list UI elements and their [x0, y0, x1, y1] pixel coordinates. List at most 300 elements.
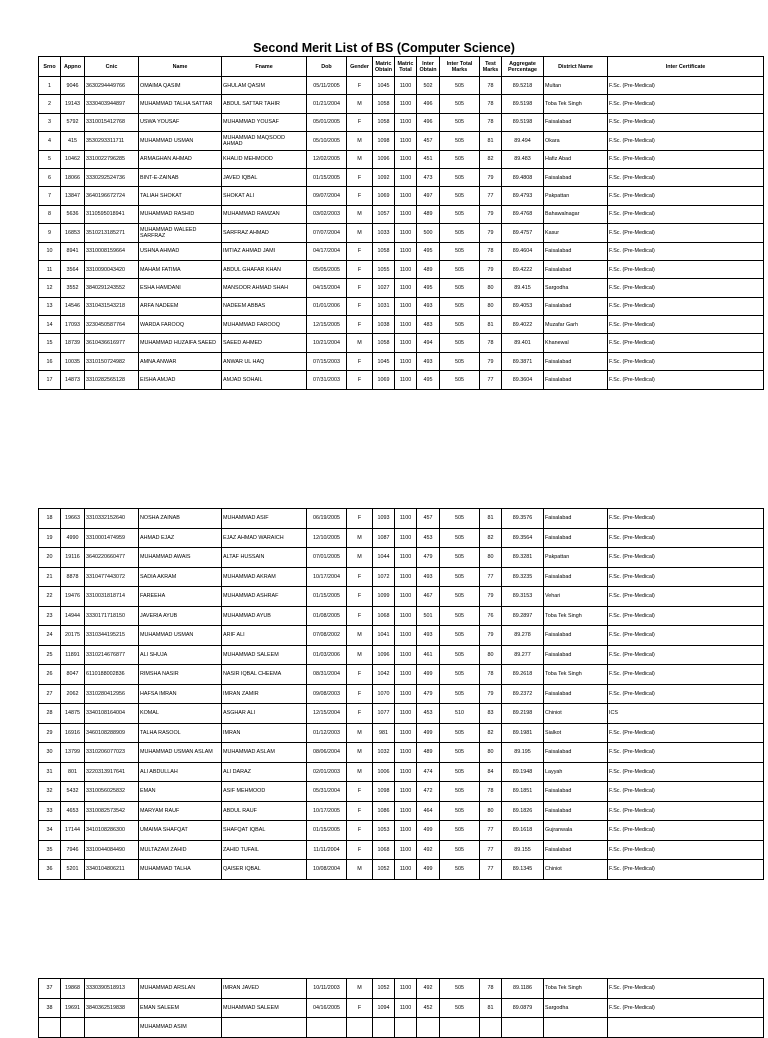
cell-fname: ABDUL SATTAR TAHIR [222, 95, 307, 113]
cell-matric-obtain: 1094 [373, 998, 395, 1018]
cell-dob: 08/31/2004 [307, 665, 347, 685]
cell-appno: 17093 [61, 316, 85, 334]
cell-appno: 801 [61, 762, 85, 782]
cell-gender: F [347, 168, 373, 186]
cell-appno: 13847 [61, 187, 85, 205]
cell-appno: 16853 [61, 224, 85, 242]
cell-district: Faisalabad [544, 113, 608, 131]
table-row [39, 704, 764, 724]
cell-test-marks: 83 [480, 704, 502, 724]
cell-fname: MUHAMMAD MAQSOOD AHMAD [222, 132, 307, 150]
cell-aggregate: 89.1186 [502, 979, 544, 999]
cell-dob: 07/01/2005 [307, 548, 347, 568]
cell-test-marks: 76 [480, 606, 502, 626]
cell-gender: M [347, 645, 373, 665]
cell-matric-obtain: 1052 [373, 860, 395, 880]
cell-gender: F [347, 587, 373, 607]
cell-aggregate: 89.3871 [502, 352, 544, 370]
table-row [39, 352, 764, 370]
cell-gender: M [347, 548, 373, 568]
cell-certificate: F.Sc. (Pre-Medical) [608, 645, 764, 665]
cell-matric-total: 1100 [395, 645, 417, 665]
cell-cnic: 3310477443072 [85, 567, 139, 587]
cell-test-marks [480, 1018, 502, 1038]
cell-appno: 11891 [61, 645, 85, 665]
cell-cnic: 3640196672724 [85, 187, 139, 205]
cell-matric-obtain: 1058 [373, 113, 395, 131]
cell-matric-obtain: 1006 [373, 762, 395, 782]
cell-cnic: 3310090043420 [85, 260, 139, 278]
cell-inter-obtain: 495 [417, 242, 440, 260]
cell-gender: F [347, 242, 373, 260]
cell-cnic: 3330292524736 [85, 168, 139, 186]
cell-dob: 01/21/2004 [307, 95, 347, 113]
cell-matric-total: 1100 [395, 187, 417, 205]
cell-gender: M [347, 95, 373, 113]
cell-fname: MUHAMMAD SALEEM [222, 998, 307, 1018]
cell-appno: 4653 [61, 801, 85, 821]
cell-matric-total: 1100 [395, 528, 417, 548]
cell-aggregate: 89.278 [502, 626, 544, 646]
cell-fname: IMRAN [222, 723, 307, 743]
cell-aggregate: 89.4793 [502, 187, 544, 205]
cell-fname: IMRAN ZAMIR [222, 684, 307, 704]
cell-name: WARDA FAROOQ [139, 316, 222, 334]
cell-gender: M [347, 150, 373, 168]
table-row [39, 998, 764, 1018]
cell-matric-obtain: 1096 [373, 645, 395, 665]
table-row [39, 205, 764, 223]
cell-inter-total: 505 [440, 150, 480, 168]
cell-name: ARMAGHAN AHMAD [139, 150, 222, 168]
cell-srno: 31 [39, 762, 61, 782]
table-row [39, 509, 764, 529]
cell-fname: ANWAR UL HAQ [222, 352, 307, 370]
cell-test-marks: 78 [480, 782, 502, 802]
cell-matric-total: 1100 [395, 606, 417, 626]
cell-fname: MANSOOR AHMAD SHAH [222, 279, 307, 297]
cell-aggregate: 89.3564 [502, 528, 544, 548]
cell-district: Khanewal [544, 334, 608, 352]
cell-test-marks: 78 [480, 334, 502, 352]
table-row [39, 132, 764, 150]
cell-inter-obtain: 499 [417, 860, 440, 880]
cell-district: Sargodha [544, 279, 608, 297]
cell-certificate: F.Sc. (Pre-Medical) [608, 205, 764, 223]
cell-test-marks: 82 [480, 528, 502, 548]
cell-certificate: F.Sc. (Pre-Medical) [608, 224, 764, 242]
cell-certificate: F.Sc. (Pre-Medical) [608, 528, 764, 548]
cell-certificate: F.Sc. (Pre-Medical) [608, 168, 764, 186]
cell-name: MARYAM RAUF [139, 801, 222, 821]
cell-name: MUHAMMAD USMAN ASLAM [139, 743, 222, 763]
cell-inter-total: 505 [440, 260, 480, 278]
cell-certificate: F.Sc. (Pre-Medical) [608, 743, 764, 763]
cell-test-marks: 77 [480, 840, 502, 860]
cell-matric-total: 1100 [395, 168, 417, 186]
cell-gender: F [347, 371, 373, 389]
cell-srno: 38 [39, 998, 61, 1018]
cell-certificate: F.Sc. (Pre-Medical) [608, 782, 764, 802]
cell-srno: 5 [39, 150, 61, 168]
cell-aggregate: 89.5198 [502, 113, 544, 131]
cell-gender: M [347, 979, 373, 999]
cell-srno: 15 [39, 334, 61, 352]
cell-district: Muzafar Garh [544, 316, 608, 334]
cell-matric-total: 1100 [395, 224, 417, 242]
cell-srno: 17 [39, 371, 61, 389]
cell-dob: 10/17/2004 [307, 567, 347, 587]
cell-srno: 12 [39, 279, 61, 297]
cell-appno [61, 1018, 85, 1038]
cell-name: TALIAH SHOKAT [139, 187, 222, 205]
cell-dob: 09/07/2004 [307, 187, 347, 205]
cell-name: TALHA RASOOL [139, 723, 222, 743]
cell-inter-obtain: 493 [417, 626, 440, 646]
cell-name: RIMSHA NASIR [139, 665, 222, 685]
cell-matric-obtain: 1027 [373, 279, 395, 297]
cell-fname: MUHAMMAD AKRAM [222, 567, 307, 587]
cell-gender: F [347, 297, 373, 315]
cell-cnic: 3310044084490 [85, 840, 139, 860]
cell-test-marks: 79 [480, 224, 502, 242]
cell-name: MUHAMMAD USMAN [139, 626, 222, 646]
cell-certificate: F.Sc. (Pre-Medical) [608, 297, 764, 315]
cell-matric-obtain: 1098 [373, 782, 395, 802]
cell-certificate: F.Sc. (Pre-Medical) [608, 260, 764, 278]
cell-matric-total: 1100 [395, 132, 417, 150]
cell-matric-total: 1100 [395, 150, 417, 168]
cell-name: BINT-E-ZAINAB [139, 168, 222, 186]
cell-aggregate: 89.1618 [502, 821, 544, 841]
cell-srno: 20 [39, 548, 61, 568]
cell-srno: 36 [39, 860, 61, 880]
cell-certificate: F.Sc. (Pre-Medical) [608, 684, 764, 704]
cell-inter-obtain: 499 [417, 723, 440, 743]
cell-district: Faisalabad [544, 297, 608, 315]
cell-aggregate: 89.3153 [502, 587, 544, 607]
col-header-srno: Srno [39, 57, 61, 77]
cell-test-marks: 80 [480, 548, 502, 568]
cell-cnic: 3310001474959 [85, 528, 139, 548]
cell-fname: MUHAMMAD RAMZAN [222, 205, 307, 223]
cell-inter-total: 505 [440, 743, 480, 763]
cell-cnic: 3310206077023 [85, 743, 139, 763]
cell-test-marks: 77 [480, 187, 502, 205]
cell-inter-obtain: 479 [417, 684, 440, 704]
cell-certificate: F.Sc. (Pre-Medical) [608, 762, 764, 782]
cell-appno: 7946 [61, 840, 85, 860]
cell-matric-total: 1100 [395, 352, 417, 370]
cell-certificate: F.Sc. (Pre-Medical) [608, 352, 764, 370]
table-row [39, 242, 764, 260]
cell-certificate: F.Sc. (Pre-Medical) [608, 567, 764, 587]
cell-test-marks: 78 [480, 113, 502, 131]
cell-matric-obtain: 1098 [373, 132, 395, 150]
cell-cnic: 3530293311711 [85, 132, 139, 150]
cell-gender: F [347, 704, 373, 724]
cell-appno: 5201 [61, 860, 85, 880]
cell-district: Faisalabad [544, 242, 608, 260]
cell-fname: ASGHAR ALI [222, 704, 307, 724]
cell-aggregate: 89.3281 [502, 548, 544, 568]
cell-name: KOMAL [139, 704, 222, 724]
cell-matric-total: 1100 [395, 998, 417, 1018]
cell-matric-obtain: 1069 [373, 187, 395, 205]
cell-inter-obtain: 497 [417, 187, 440, 205]
cell-inter-total: 505 [440, 723, 480, 743]
cell-cnic: 3840362519838 [85, 998, 139, 1018]
cell-aggregate: 89.5198 [502, 95, 544, 113]
cell-certificate: F.Sc. (Pre-Medical) [608, 509, 764, 529]
cell-fname: ABDUL RAUF [222, 801, 307, 821]
cell-gender: F [347, 352, 373, 370]
table-row [39, 840, 764, 860]
cell-inter-total: 505 [440, 840, 480, 860]
cell-srno: 26 [39, 665, 61, 685]
cell-inter-total: 505 [440, 352, 480, 370]
cell-matric-obtain: 1053 [373, 821, 395, 841]
table-row [39, 168, 764, 186]
cell-matric-obtain: 1033 [373, 224, 395, 242]
cell-matric-total: 1100 [395, 762, 417, 782]
cell-srno: 28 [39, 704, 61, 724]
cell-matric-total: 1100 [395, 260, 417, 278]
col-header-test-marks: Test Marks [480, 57, 502, 77]
cell-fname: SHOKAT ALI [222, 187, 307, 205]
cell-srno: 14 [39, 316, 61, 334]
cell-appno: 19143 [61, 95, 85, 113]
cell-gender: F [347, 509, 373, 529]
cell-matric-total: 1100 [395, 626, 417, 646]
cell-aggregate: 89.2618 [502, 665, 544, 685]
cell-srno: 29 [39, 723, 61, 743]
cell-dob: 04/17/2004 [307, 242, 347, 260]
cell-test-marks: 77 [480, 567, 502, 587]
cell-name: MUHAMMAD TALHA [139, 860, 222, 880]
cell-appno: 19116 [61, 548, 85, 568]
cell-test-marks: 80 [480, 743, 502, 763]
cell-test-marks: 78 [480, 665, 502, 685]
cell-appno: 8941 [61, 242, 85, 260]
cell-test-marks: 78 [480, 979, 502, 999]
cell-district: Okara [544, 132, 608, 150]
cell-gender: F [347, 782, 373, 802]
table-row [39, 77, 764, 95]
cell-district: Faisalabad [544, 645, 608, 665]
cell-inter-total: 505 [440, 334, 480, 352]
cell-fname: ARIF ALI [222, 626, 307, 646]
cell-certificate: F.Sc. (Pre-Medical) [608, 723, 764, 743]
cell-dob: 10/11/2003 [307, 979, 347, 999]
cell-district: Faisalabad [544, 509, 608, 529]
cell-inter-total: 505 [440, 371, 480, 389]
cell-matric-obtain: 1045 [373, 77, 395, 95]
cell-test-marks: 82 [480, 723, 502, 743]
cell-name: AHMAD EJAZ [139, 528, 222, 548]
table-row [39, 260, 764, 278]
cell-matric-total: 1100 [395, 821, 417, 841]
cell-inter-total: 505 [440, 187, 480, 205]
cell-dob: 05/01/2005 [307, 113, 347, 131]
cell-test-marks: 79 [480, 260, 502, 278]
cell-district: Toba Tek Singh [544, 979, 608, 999]
cell-aggregate: 89.494 [502, 132, 544, 150]
cell-certificate [608, 1018, 764, 1038]
cell-matric-total: 1100 [395, 334, 417, 352]
cell-inter-total: 505 [440, 205, 480, 223]
cell-gender: F [347, 77, 373, 95]
cell-fname: EJAZ AHMAD WARAICH [222, 528, 307, 548]
cell-appno: 3552 [61, 279, 85, 297]
cell-fname: MUHAMMAD ASHRAF [222, 587, 307, 607]
table-row [39, 548, 764, 568]
cell-inter-obtain: 492 [417, 979, 440, 999]
cell-inter-total: 505 [440, 998, 480, 1018]
cell-certificate: F.Sc. (Pre-Medical) [608, 242, 764, 260]
cell-inter-obtain: 479 [417, 548, 440, 568]
cell-test-marks: 77 [480, 821, 502, 841]
table-row [39, 187, 764, 205]
cell-cnic: 3310022796285 [85, 150, 139, 168]
cell-srno: 27 [39, 684, 61, 704]
cell-srno: 13 [39, 297, 61, 315]
cell-test-marks: 84 [480, 762, 502, 782]
cell-matric-obtain: 1099 [373, 587, 395, 607]
cell-district: Sialkot [544, 723, 608, 743]
cell-fname: ZAHID TUFAIL [222, 840, 307, 860]
cell-fname: QAISER IQBAL [222, 860, 307, 880]
table-row [39, 762, 764, 782]
cell-gender [347, 1018, 373, 1038]
cell-fname: IMRAN JAVED [222, 979, 307, 999]
cell-certificate: F.Sc. (Pre-Medical) [608, 665, 764, 685]
cell-dob: 01/01/2006 [307, 297, 347, 315]
cell-aggregate: 89.4757 [502, 224, 544, 242]
cell-test-marks: 77 [480, 860, 502, 880]
cell-fname: ASIF MEHMOOD [222, 782, 307, 802]
col-header-dob: Dob [307, 57, 347, 77]
cell-matric-obtain: 1052 [373, 979, 395, 999]
cell-srno: 4 [39, 132, 61, 150]
cell-matric-obtain: 1031 [373, 297, 395, 315]
col-header-gender: Gender [347, 57, 373, 77]
cell-appno: 19868 [61, 979, 85, 999]
table-row [39, 113, 764, 131]
cell-inter-obtain: 489 [417, 260, 440, 278]
cell-dob: 01/08/2005 [307, 606, 347, 626]
cell-dob: 07/08/2002 [307, 626, 347, 646]
cell-srno: 3 [39, 113, 61, 131]
cell-matric-obtain: 1057 [373, 205, 395, 223]
cell-district: Faisalabad [544, 567, 608, 587]
cell-certificate: F.Sc. (Pre-Medical) [608, 821, 764, 841]
cell-certificate: F.Sc. (Pre-Medical) [608, 606, 764, 626]
cell-cnic: 3310008159664 [85, 242, 139, 260]
cell-inter-total: 505 [440, 762, 480, 782]
cell-district: Faisalabad [544, 260, 608, 278]
cell-srno: 9 [39, 224, 61, 242]
cell-test-marks: 81 [480, 132, 502, 150]
cell-district: Faisalabad [544, 743, 608, 763]
cell-gender: M [347, 528, 373, 548]
cell-dob: 11/11/2004 [307, 840, 347, 860]
cell-aggregate: 89.4053 [502, 297, 544, 315]
cell-appno: 17144 [61, 821, 85, 841]
cell-appno: 14944 [61, 606, 85, 626]
cell-cnic: 3310280412956 [85, 684, 139, 704]
table-row [39, 528, 764, 548]
table-row [39, 334, 764, 352]
cell-cnic: 3310150724982 [85, 352, 139, 370]
cell-inter-obtain: 489 [417, 205, 440, 223]
cell-cnic: 3310282565128 [85, 371, 139, 389]
table-row [39, 150, 764, 168]
cell-srno: 37 [39, 979, 61, 999]
cell-cnic: 3330171718150 [85, 606, 139, 626]
cell-inter-total: 505 [440, 860, 480, 880]
cell-inter-obtain: 499 [417, 665, 440, 685]
cell-aggregate: 89.4604 [502, 242, 544, 260]
cell-aggregate: 89.277 [502, 645, 544, 665]
cell-inter-total: 505 [440, 297, 480, 315]
cell-district: Faisalabad [544, 528, 608, 548]
cell-test-marks: 79 [480, 352, 502, 370]
cell-matric-total: 1100 [395, 77, 417, 95]
cell-appno: 5792 [61, 113, 85, 131]
cell-appno: 20175 [61, 626, 85, 646]
cell-appno: 8878 [61, 567, 85, 587]
cell-name: JAVERIA AYUB [139, 606, 222, 626]
cell-cnic: 3330390518913 [85, 979, 139, 999]
cell-inter-obtain: 451 [417, 150, 440, 168]
cell-matric-obtain: 1038 [373, 316, 395, 334]
cell-dob: 04/16/2005 [307, 998, 347, 1018]
cell-cnic: 3840291243552 [85, 279, 139, 297]
cell-name: ALI ABDULLAH [139, 762, 222, 782]
cell-gender: M [347, 762, 373, 782]
cell-fname: ALI DARAZ [222, 762, 307, 782]
cell-srno: 2 [39, 95, 61, 113]
cell-aggregate: 89.1345 [502, 860, 544, 880]
cell-name: MAHAM FATIMA [139, 260, 222, 278]
table-row [39, 782, 764, 802]
cell-inter-obtain: 496 [417, 95, 440, 113]
cell-srno: 22 [39, 587, 61, 607]
cell-dob: 05/31/2004 [307, 782, 347, 802]
cell-dob: 10/08/2004 [307, 860, 347, 880]
cell-appno: 10462 [61, 150, 85, 168]
cell-inter-obtain [417, 1018, 440, 1038]
cell-name: MUHAMMAD RASHID [139, 205, 222, 223]
cell-inter-obtain: 489 [417, 743, 440, 763]
cell-gender: F [347, 684, 373, 704]
cell-cnic: 3230450587764 [85, 316, 139, 334]
cell-cnic: 3340108164004 [85, 704, 139, 724]
cell-aggregate: 89.0879 [502, 998, 544, 1018]
cell-aggregate: 89.3604 [502, 371, 544, 389]
cell-srno: 23 [39, 606, 61, 626]
cell-cnic: 3510213185271 [85, 224, 139, 242]
cell-name: USHNA AHMAD [139, 242, 222, 260]
cell-matric-obtain: 1069 [373, 371, 395, 389]
cell-matric-obtain: 1058 [373, 242, 395, 260]
col-header-matric-obtain: Matric Obtain [373, 57, 395, 77]
cell-inter-total: 505 [440, 979, 480, 999]
cell-gender: M [347, 132, 373, 150]
cell-inter-total: 510 [440, 704, 480, 724]
cell-inter-obtain: 493 [417, 352, 440, 370]
